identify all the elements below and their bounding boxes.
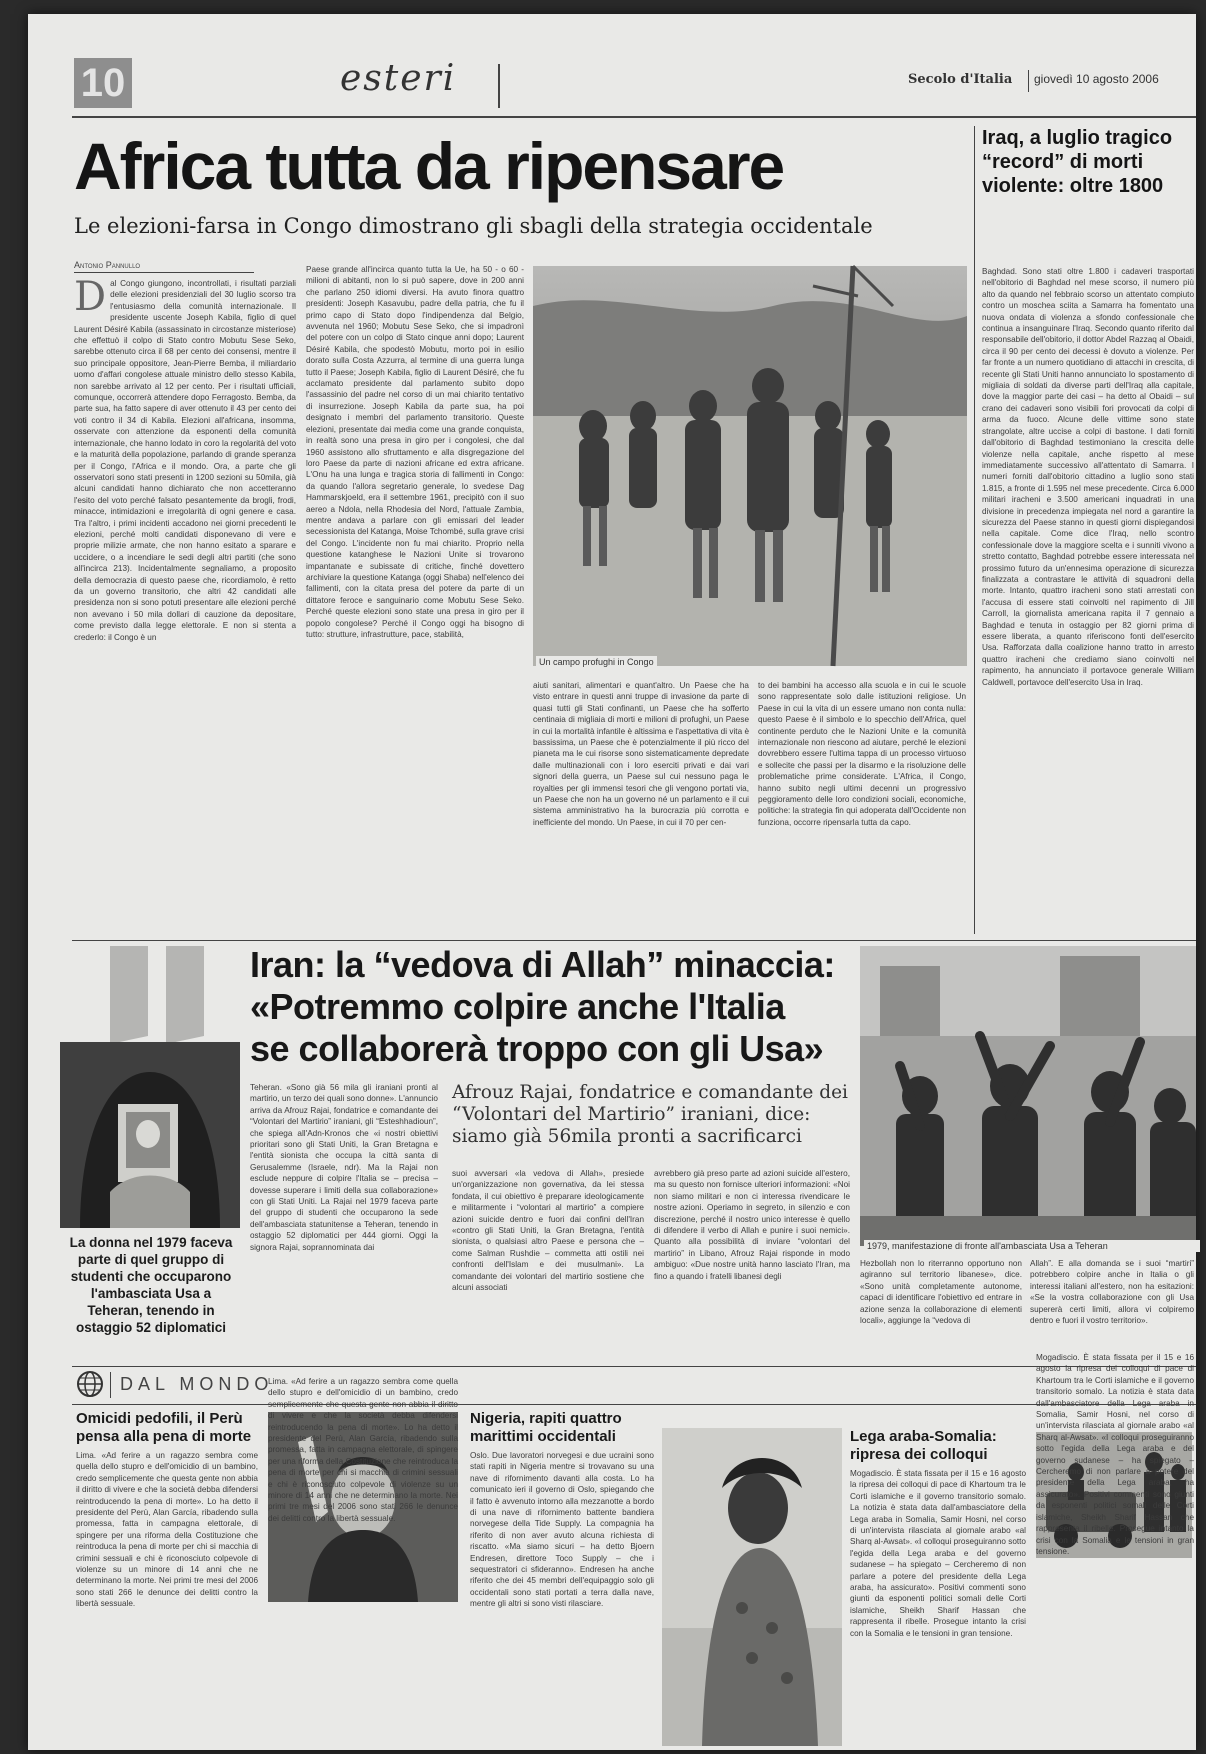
nigeria-body-text: Oslo. Due lavoratori norvegesi e due ucraini sono stati rapiti in Nigeria mentre si trovavano su una nave di rifornimento davanti alla costa. Lo ha comunicato ieri il governo di Oslo, spiegando che il fatto è avvenuto intorno alla mezzanotte a bordo di una nave di rifornimento battente bandiera norvegese della Tide Supply. La compagnia ha riferito di non aver avuto alcuna richiesta di riscatto. «Ma siamo sicuri – ha detto Bjoern Endresen, direttore Toco Supply – che i sequestratori ci sfideranno». Endresen ha anche riferito che dei 45 membri dell'equipaggio solo gli occidentali sono stati portati a terra dalla nave, mentre gli altri si sono visti rilasciare.	[470, 1451, 654, 1609]
iran-col-4-text: Hezbollah non lo riterranno opportuno non agiranno sul territorio libanese», dice. «Sono unità completamente autonome, capaci di identificare l'obiettivo ed entrare in azione senza la collaborazione di elementi locali», aggiunge la “vedova di	[860, 1259, 1022, 1326]
iran-col-5	[1030, 1258, 1194, 1360]
peru-headline: Omicidi pedofili, il Perù pensa alla pena di morte	[76, 1410, 252, 1445]
iran-col-5-text: Allah”. E alla domanda se i suoi “martiri” potrebbero colpire anche in Italia o gli interessi italiani all'estero, non ha esitazioni: «Se la vostra collaborazione con gli Usa supererà certi limiti, allora vi colpiremo dentro e fuori il vostro territorio».	[1030, 1259, 1194, 1326]
tehran-1979-caption: 1979, manifestazione di fronte all'ambasciata Usa a Teheran	[864, 1240, 1200, 1252]
iraq-body	[982, 266, 1194, 934]
globe-icon	[76, 1370, 104, 1398]
main-headline: Africa tutta da ripensare	[74, 129, 784, 203]
iran-col-1-text: Teheran. «Sono già 56 mila gli iraniani pronti al martirio, un terzo dei quali sono donne». L'annuncio arriva da Afrouz Rajai, fondatrice e comandante dei “Volontari del Martirio” iraniani, gli “Esteshhadioun”, che spiega all'Adn-Kronos che «i nostri obiettivi prioritari sono gli Stati Uniti, la Gran Bretagna e l'entità sionista che occupa la città santa di Gerusalemme (Israele, ndr). Ma la Rajai non esclude neppure di colpire l'Italia se – precisa – dovesse superare i limiti della sua collaborazione» con gli Stati Uniti. La Rajai nel 1979 faceva parte del gruppo di studenti che occuparono la sede dell'ambasciata statunitense a Teheran, tenendo in ostaggio 52 diplomatici per 444 giorni. Oggi la signora Rajai, soprannominata dai	[250, 1083, 438, 1252]
lega-araba-body-col-2	[1036, 1353, 1194, 1746]
iraq-body-text: Baghdad. Sono stati oltre 1.800 i cadaveri trasportati nell'obitorio di Baghdad nel mese scorso, il numero più alto da quando nel febbraio scorso un attentato compiuto contro un moschea sciita a Samarra ha fomentato una nuova ondata di violenza a sfondo confessionale che continua a insanguinare l'Iraq. Secondo quanto riferito dal responsabile dell'obitorio, il dottor Abdel Razzaq al Obaidi, circa il 90 per cento dei decessi è dovuto a violenze. Per far fronte a un numero quotidiano di attacchi in crescita, di recente gli Stati Uniti hanno annunciato lo spostamento di migliaia di soldati da diverse parti dell'Iraq alla capitale, dove la maggior parte dei casi – ha detto al Obaidi – sul crano dei cadaveri sono visibili fori provocati da colpi di arma da fuoco. Alcune delle vittime sono state strangolate, altre uccise a colpi di bastone. I dati forniti dall'obitorio di Baghdad testimoniano la crescita delle violenze nella capitale, anche rispetto al mese immediatamente successivo all'attentato di Samarra. I numeri forniti dall'obitorio cittadino a luglio sono stati 1.815, a fronte di 1.595 nel mese precedente. Circa 6.000 militari iracheni e 3.500 americani inquadrati in una divisione in precedenza impiegata nel nord a garantire la sicurezza del Paese stanno in questi giorni dispiegandosi nella capitale. Come dice l'Iraq, nello scontro confessionale dove la maggiore scelta e i sunniti vivono a stretto contatto, Baghdad potrebbe essere interessata nel prossimo futuro da un'ennesima operazione di sicurezza finalizzata a contrastare le attività di squadroni della morte. Intanto, quattro iracheni sono stati arrestati con l'accusa di essere stati coinvolti nel rapimento di Jill Carroll, la giornalista americana rapita il 7 gennaio a Baghdad e tenuta in ostaggio per 82 giorni prima di essere liberata, a quanto riferiscono fonti dell'esercito Usa. Rafforzata dalla coalizione hanno tratto in arresto quattro iracheni che crediamo siano coinvolti nel rapimento, ha annunciato il portavoce generale William Caldwell, portavoce dell'esercito Usa in Iraq.	[982, 267, 1194, 687]
main-col-2-text: Paese grande all'incirca quanto tutta la Ue, ha 50 - o 60 - milioni di abitanti, non lo si può sapere, dove in 200 anni che parlano 250 idiomi diversi. Ha avuto finora quattro presidenti: Joseph Kasavubu, padre della patria, che fu il primo capo di Stato dopo l'indipendenza dal Belgio, avvenuta nel 1960; Mobutu Sese Seko, che si impadronì del potere con un colpo di Stato cinque anni dopo; Laurent Désiré Kabila, che spodestò Mobutu, morto poi in esilio dorato sulla Costa Azzurra, al termine di una guerra lunga tutto il Paese; Joseph Kabila, figlio di Laurent Désiré, che fu acclamato presidente dal parlamento subito dopo l'assassinio del padre nel corso di un mai chiarito tentativo di insurrezione. Joseph Kabila da parte sua, ha poi designato i membri del parlamento transitorio. Queste elezioni, presentate dai media come una grande conquista, in realtà sono una presa in giro per i congolesi, che dal 1960 assistono allo sfruttamento e alla disgregazione del loro Paese da parte di nazioni africane ed extra africane. L'Onu ha una lunga e tragica storia di fallimenti in Congo: da quando l'allora segretario generale, lo svedese Dag Hammarskjoeld, era il settembre 1961, precipitò con il suo aereo a Ndola, nella Rhodesia del Nord, l'attuale Zambia, mentre andava a parlare con gli emissari del leader secessionista del Katanga, Moise Tchombé, sulla grave crisi del Congo. L'incidente non fu mai chiarito. Proprio nella questione katanghese le Nazioni Unite si trovarono impantanate e subissate di critiche, finché dovettero archiviare la questione Katanga (oggi Shaba) nell'elenco dei fallimenti, con la citata presa del potere da parte di un dittatore feroce e sanguinario come Mobutu Sese Seko. Perché queste elezioni sono state una presa in giro per il popolo congolese? Perché il Congo oggi ha bisogno di tutto: strutture, infrastrutture, pace, stabilità,	[306, 265, 524, 639]
dal-mondo-label: DAL MONDO	[120, 1374, 274, 1394]
tehran-1979-photo	[860, 946, 1196, 1246]
peru-body-text: Lima. «Ad ferire a un ragazzo sembra come quella dello stupro e dell'omicidio di un bambino, credo semplicemente che questa gente non abbia il diritto di vivere e che la società debba difendersi reintroducendo la pena di morte». Lo ha detto il presidente del Perù, Alan García, ribadendo sulla promessa, fatta in campagna elettorale, di spingere per una riforma della Costituzione che reintroduca la pena di morte per chi si macchia di crimini sessuali e chi è riconosciuto colpevole di violenze su un minore di 14 anni che ne determinano la morte. Nei primi tre mesi del 2006 sono stati 266 le denunce dei delitti contro la libertà sessuale.	[76, 1451, 258, 1609]
main-col-2	[306, 264, 524, 934]
rajai-portrait-photo	[60, 1042, 240, 1228]
refugee-camp-caption: Un campo profughi in Congo	[536, 656, 657, 668]
iran-col-2	[452, 1168, 644, 1360]
quote-mark-decor	[110, 946, 230, 1046]
peru-body-text-cont: Lima. «Ad ferire a un ragazzo sembra come quella dello stupro e dell'omicidio di un bambino, credo semplicemente che questa gente non abbia il diritto di vivere e che la società debba difendersi reintroducendo la pena di morte». Lo ha detto il presidente del Perù, Alan García, ribadendo sulla promessa, fatta in campagna elettorale, di spingere per una riforma della Costituzione che reintroduca la pena di morte per chi si macchia di crimini sessuali e chi è riconosciuto colpevole di violenze su un minore di 14 anni che ne determinano la morte. Nei primi tre mesi del 2006 sono stati 266 le denunce dei delitti contro la libertà sessuale.	[268, 1377, 458, 1523]
iran-headline-line-1: Iran: la “vedova di Allah” minaccia:	[250, 944, 835, 985]
iran-col-3-text: avrebbero già preso parte ad azioni suicide all'estero, ma su questo non fornisce ulteriori informazioni: «Noi non siamo militari e non ci interessa rivendicare le nostre azioni. Operiamo in segreto, in silenzio e con discrezione, perché il nostro unico interesse è quello di difendere il verbo di Allah e punire i suoi nemici». Quanto alla possibilità di inviare “volontari del martirio” in Libano, Afrouz Rajai risponde in modo ambiguo: «Due nostre unità hanno lasciato l'Iran, ma fino a quando i fratelli libanesi degli	[654, 1169, 850, 1281]
masthead-name: Secolo d'Italia	[908, 72, 1013, 87]
byline: Antonio Pannullo	[74, 260, 141, 270]
main-subtitle: Le elezioni-farsa in Congo dimostrano gli sbagli della strategia occidentale	[74, 214, 873, 238]
lega-araba-headline: Lega araba-Somalia: ripresa dei colloqui	[850, 1428, 997, 1463]
iran-col-2-text: suoi avversari «la vedova di Allah», presiede un'organizzazione non governativa, da lei stessa fondata, il cui obiettivo è preparare ideologicamente e militarmente i “volontari al martirio” a compiere azioni suicide dentro e fuori dai confini dell'Iran «contro gli Stati Uniti, la Gran Bretagna, l'entità sionista, o qualsiasi altro Paese e persona che – come Salman Rushdie – commetta atti ostili nei confronti dell'Islam e dei musulmani». La comandante dei volontari del martirio sostiene che alcuni associati	[452, 1169, 644, 1293]
iran-deck: Afrouz Rajai, fondatrice e comandante dei “Volontari del Martirio” iraniani, dice: siamo già 56mila pronti a sacrificarci	[452, 1082, 848, 1147]
peru-body-col-1	[76, 1450, 258, 1746]
nigeria-woman-illustration	[662, 1428, 842, 1746]
iran-col-4	[860, 1258, 1022, 1360]
iran-headline-line-3: se collaborerà troppo con gli Usa»	[250, 1028, 824, 1069]
nigeria-body	[470, 1450, 654, 1746]
iran-col-1	[250, 1082, 438, 1360]
lega-araba-body-text-cont: Mogadiscio. È stata fissata per il 15 e 16 agosto la ripresa dei colloqui di pace di Khartoum tra le Corti islamiche e il governo transitorio somalo. La notizia è stata data dall'ambasciatore della Lega araba in Somalia, Samir Hosni, nel corso di un'intervista rilasciata al giornale arabo «al Sharq al-Awsat». «I colloqui proseguiranno sotto l'egida della Lega araba e del governo sudanese – ha spiegato – Cercheremo di non parlare a potere del presidente della Lega araba, ha assicurato». Positivi commenti sono giunti da esponenti politici somali delle Corti islamiche, Sheikh Sharif Hassan che rappresenta il ribelle. Prosegue intanto la crisi con la Somalia e le tensioni in gran tensione.	[1036, 1353, 1194, 1556]
rajai-portrait-illustration	[60, 1042, 240, 1228]
main-col-1: Dal Congo giungono, incontrollati, i risultati parziali delle elezioni presidenziali del 30 luglio scorso tra l'entusiasmo della comunità internazionale. Il presidente uscente Joseph Kabila, figlio di quel Laurent Désiré Kabila (assassinato in circostanze misteriose) che effettuò il colpo di Stato contro Mobutu Sese Seko, sarebbe ottenuto circa il 68 per cento dei consensi, mentre il suo principale oppositore, Jean-Pierre Bemba, il miliardario uomo d'affari congolese attuale ministro dello stesso Kabila, non sarebbe arrivato al 12 per cento. Per i risultati ufficiali, comunque, occorrerà attendere dopo Ferragosto. Bemba, da parte sua, ha fatto sapere di aver ottenuto il 43 per cento dei voti contro il 34 di Kabila. Elezioni all'africana, insomma, osservate con attenzione da esponenti della comunità internazionale, che hanno lodato in coro la regolarità del voto e la maturità della popolazione, parlando di grande speranza per il Congo, l'Africa e il mondo. Ora, a parte che gli osservatori sono stati presenti in 1200 sezioni su 50mila, già alcuni candidati hanno dichiarato che non accetteranno l'esito del voto perché falsato pesantemente da brogli, frodi, minacce, intimidazioni e irregolarità di ogni genere e casa. Tra l'altro, i primi incidenti accadono nei giorni precedenti le elezioni, perché molti candidati disponevano di vere e proprie milizie armate, che non hanno esitato a sparare e uccidere, o a incendiare le sedi degli altri partiti (che sono all'incirca 213). Incidentalmente segnaliamo, a proposito della democrazia di questo paese che, ricordiamolo, è retto da un governo transitorio, che altri 42 candidati alle presidenza non si sono potuti presentare alle elezioni perché non avevano i 50 mila dollari di cauzione da depositare, come previsto dalla legge elettorale. E non si stenta a crederlo: il Congo è un	[74, 274, 296, 642]
lega-araba-body	[850, 1468, 1026, 1746]
main-col-1-text: al Congo giungono, incontrollati, i risultati parziali delle elezioni presidenziali del 30 luglio scorso tra l'entusiasmo della comunità internazionale. Il presidente uscente Joseph Kabila, figlio di quel Laurent Désiré Kabila (assassinato in circostanze misteriose) che effettuò il colpo di Stato contro Mobutu Sese Seko, sarebbe ottenuto circa il 68 per cento dei consensi, mentre il suo principale oppositore, Jean-Pierre Bemba, il miliardario uomo d'affari congolese attuale ministro dello stesso Kabila, non sarebbe arrivato al 12 per cento. Per i risultati ufficiali, comunque, occorrerà attendere dopo Ferragosto. Bemba, da parte sua, ha fatto sapere di aver ottenuto il 43 per cento dei voti contro il 34 di Kabila. Elezioni all'africana, insomma, osservate con attenzione da esponenti della comunità internazionale, che hanno lodato in coro la regolarità del voto e la maturità della popolazione, parlando di grande speranza per il Congo, l'Africa e il mondo. Ora, a parte che gli osservatori sono stati presenti in 1200 sezioni su 50mila, già alcuni candidati hanno dichiarato che non accetteranno l'esito del voto perché falsato pesantemente da brogli, frodi, minacce, intimidazioni e irregolarità di ogni genere e casa. Tra l'altro, i primi incidenti accadono nei giorni precedenti le elezioni, perché molti candidati disponevano di vere e proprie milizie armate, che non hanno esitato a sparare e uccidere, o a incendiare le sedi degli altri partiti (che sono all'incirca 213). Incidentalmente segnaliamo, a proposito della democrazia di questo paese che, ricordiamolo, è retto da un governo transitorio, che altri 42 candidati alle presidenza non si sono potuti presentare alle elezioni perché non avevano i 50 mila dollari di cauzione da depositare, come previsto dalla legge elettorale. E non si stenta a crederlo: il Congo è un	[74, 279, 296, 642]
refugee-camp-photo	[533, 266, 967, 666]
iran-headline-line-2: «Potremmo colpire anche l'Italia	[250, 986, 785, 1027]
newspaper-page	[28, 14, 1196, 1750]
iran-headline	[250, 944, 850, 1070]
quote-mark-icon	[110, 946, 230, 1046]
lega-araba-body-text: Mogadiscio. È stata fissata per il 15 e 16 agosto la ripresa dei colloqui di pace di Khartoum tra le Corti islamiche e il governo transitorio somalo. La notizia è stata data dall'ambasciatore della Lega araba in Somalia, Samir Hosni, nel corso di un'intervista rilasciata al giornale arabo «al Sharq al-Awsat». «I colloqui proseguiranno sotto l'egida della Lega araba e del governo sudanese – ha spiegato – Cercheremo di non parlare a potere del presidente della Lega araba, ha assicurato». Positivi commenti sono giunti da esponenti politici somali delle Corti islamiche, Sheikh Sharif Hassan che rappresenta il ribelle. Prosegue intanto la crisi con la Somalia e le tensioni in gran tensione.	[850, 1469, 1026, 1638]
peru-body-col-2	[268, 1377, 458, 1746]
refugee-camp-illustration	[533, 266, 967, 666]
page-number: 10	[80, 61, 126, 105]
main-col-4	[758, 680, 966, 934]
tehran-protest-illustration	[860, 946, 1196, 1246]
nigeria-headline: Nigeria, rapiti quattro marittimi occidentali	[470, 1410, 622, 1445]
issue-date: giovedì 10 agosto 2006	[1034, 72, 1159, 86]
main-col-3-text: aiuti sanitari, alimentari e quant'altro. Un Paese che ha visto entrare in questi anni truppe di invasione da parte di quasi tutti gli Stati confinanti, un Paese che ha sofferto centinaia di migliaia di morti e milioni di profughi, un Paese in cui la mortalità infantile è altissima e l'aspettativa di vita è bassissima, un Paese che è potenzialmente il più ricco del pianeta ma le cui risorse sono sistematicamente depredate dalle multinazionali con i loro eserciti privati e dai vari signori della guerra, un Paese sul cui nessuno paga le royalties per gli immensi tesori che gli vengono portati via, un Paese che non ha un governo né un parlamento e il cui sistema amministrativo ha la burocrazia più corrotta e inefficiente del mondo. Un Paese, in cui il 70 per cen-	[533, 681, 749, 827]
rajai-portrait-caption: La donna nel 1979 faceva parte di quel gruppo di studenti che occuparono l'ambasciata Usa a Teheran, tenendo in ostaggio 52 diplomatici	[69, 1235, 233, 1335]
page-number-box	[74, 58, 132, 108]
section-name: esteri	[340, 58, 457, 99]
main-col-4-text: to dei bambini ha accesso alla scuola e in cui le scuole sono rappresentate solo dalle istituzioni religiose. Un Paese in cui la vita di un essere umano non conta nulla: questo Paese è il simbolo e lo specchio dell'Africa, quel continente perduto che le Nazioni Unite e la comunità internazionale non riescono ad aiutare, perché le elezioni dovrebbero essere l'ultima tappa di un processo virtuoso e sollecite che passi per la disarmo e la risoluzione delle problematiche prime considerate. L'Africa, il Congo, hanno subito negli ultimi decenni un progressivo peggioramento delle loro condizioni sociali, economiche, politiche: la strategia fin qui adoperata dall'Occidente non funziona, occorre ripensarla tutta da capo.	[758, 681, 966, 827]
nigeria-photo	[662, 1428, 842, 1746]
main-col-3	[533, 680, 749, 934]
iraq-headline: Iraq, a luglio tragico “record” di morti violente: oltre 1800	[982, 127, 1173, 197]
iran-col-3	[654, 1168, 850, 1360]
